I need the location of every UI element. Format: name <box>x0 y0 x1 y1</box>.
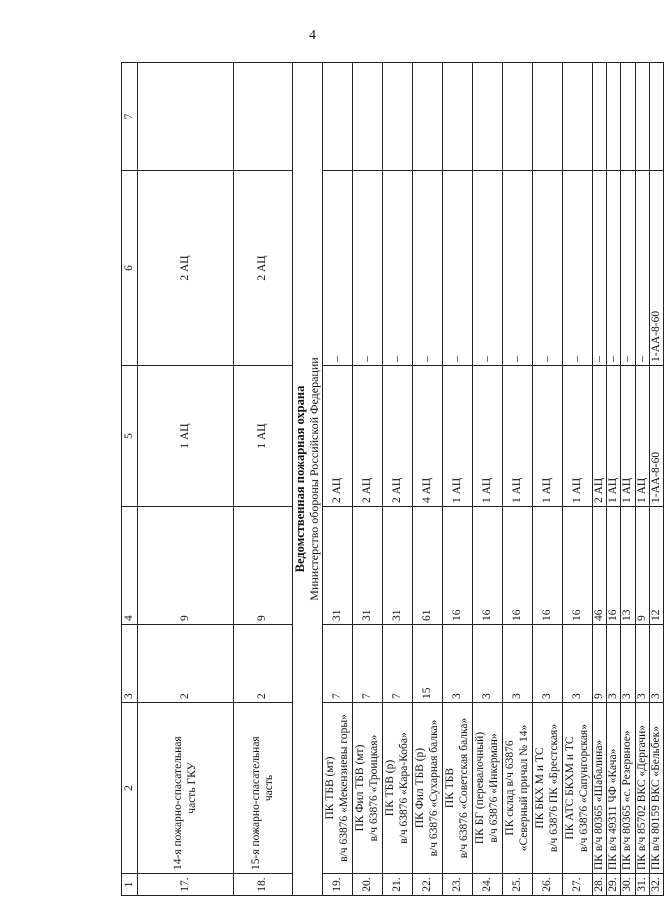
table-row-27 <box>563 63 593 896</box>
row-number: 19. <box>323 874 353 896</box>
row-number: 23. <box>443 874 473 896</box>
cell-col-7 <box>413 63 443 171</box>
unit-name-line-1: ПК АТС БКХМ и ТС <box>564 736 577 840</box>
unit-name <box>443 703 473 874</box>
cell-col-7 <box>234 63 293 171</box>
unit-name-line-2: в/ч 63876 «Советская балка» <box>457 717 470 859</box>
cell-col-7 <box>353 63 383 171</box>
unit-name: ПК в/ч 49311 ЧФ «Кача» <box>607 703 621 874</box>
cell-col-4: 16 <box>607 507 621 625</box>
cell-col-4: 16 <box>533 507 563 625</box>
data-table <box>121 62 664 896</box>
cell-col-5: 2 АЦ <box>353 366 383 507</box>
row-number: 24. <box>473 874 503 896</box>
unit-name-line-1: 14-я пожарно-спасательная <box>172 736 185 870</box>
cell-col-6: – <box>635 171 649 366</box>
cell-col-3: 7 <box>323 625 353 703</box>
unit-name-line-1: ПК Фил ТБВ (мт) <box>354 744 367 832</box>
cell-col-3: 9 <box>593 625 607 703</box>
row-number: 29. <box>607 874 621 896</box>
header-col-7: 7 <box>122 63 138 171</box>
unit-name-line-2: в/ч 63876 «Сухарная балка» <box>427 719 440 857</box>
unit-name-line-2: часть <box>263 774 275 802</box>
row-number: 30. <box>621 874 635 896</box>
cell-col-7 <box>563 63 593 171</box>
cell-col-6: – <box>563 171 593 366</box>
cell-col-5: 1 АЦ <box>234 366 293 507</box>
header-col-6: 6 <box>122 171 138 366</box>
cell-col-4: 31 <box>323 507 353 625</box>
cell-col-5: 1 АЦ <box>621 366 635 507</box>
cell-col-6: – <box>473 171 503 366</box>
cell-col-5: 1 АЦ <box>563 366 593 507</box>
cell-col-6: – <box>607 171 621 366</box>
row-number: 20. <box>353 874 383 896</box>
cell-col-6: – <box>413 171 443 366</box>
cell-col-3: 7 <box>383 625 413 703</box>
header-col-4: 4 <box>122 507 138 625</box>
row-number: 32. <box>649 874 663 896</box>
section-subtitle: Министерство обороны Российской Федерации <box>306 357 321 601</box>
cell-col-7 <box>443 63 473 171</box>
cell-col-4: 61 <box>413 507 443 625</box>
table-row-28 <box>593 63 607 896</box>
unit-name-line-1: ПК БГ (перевалочный) <box>474 731 487 845</box>
row-number: 28. <box>593 874 607 896</box>
cell-col-6: – <box>503 171 533 366</box>
cell-col-3: 3 <box>607 625 621 703</box>
unit-name-line-1: ПК БКХ М и ТС <box>534 747 547 829</box>
unit-name <box>563 703 593 874</box>
table-row-22 <box>413 63 443 896</box>
cell-col-5: 1 АЦ <box>533 366 563 507</box>
cell-col-4: 9 <box>138 507 234 625</box>
row-number: 22. <box>413 874 443 896</box>
table-row-30 <box>621 63 635 896</box>
row-number: 21. <box>383 874 413 896</box>
cell-col-5: 1 АЦ <box>473 366 503 507</box>
cell-col-6: – <box>593 171 607 366</box>
cell-col-3: 2 <box>138 625 234 703</box>
cell-col-3: 3 <box>503 625 533 703</box>
unit-name-line-2: «Северный причал № 14» <box>517 724 530 852</box>
unit-name: ПК в/ч 80365 «с. Резервное» <box>621 703 635 874</box>
cell-col-5: 1-АА-8-60 <box>649 366 663 507</box>
table-row-31 <box>635 63 649 896</box>
header-col-2: 2 <box>122 703 138 874</box>
cell-col-4: 9 <box>635 507 649 625</box>
unit-name-line-1: 15-я пожарно-спасательная <box>249 736 262 870</box>
table-row-19 <box>323 63 353 896</box>
table-row-24 <box>473 63 503 896</box>
cell-col-3: 3 <box>621 625 635 703</box>
cell-col-4: 16 <box>473 507 503 625</box>
cell-col-3: 15 <box>413 625 443 703</box>
row-number: 26. <box>533 874 563 896</box>
cell-col-7 <box>607 63 621 171</box>
cell-col-6: 2 АЦ <box>138 171 234 366</box>
row-number: 31. <box>635 874 649 896</box>
cell-col-5: 1 АЦ <box>443 366 473 507</box>
cell-col-4: 31 <box>353 507 383 625</box>
unit-name <box>503 703 533 874</box>
unit-name-line-2: в/ч 63876 ПК «Брестская» <box>547 723 560 853</box>
unit-name-line-2: в/ч 63876 «Сапунгорская» <box>577 724 590 852</box>
cell-col-6: – <box>353 171 383 366</box>
table-row-23 <box>443 63 473 896</box>
header-col-3: 3 <box>122 625 138 703</box>
unit-name-line-2: часть ГКУ <box>185 762 198 814</box>
cell-col-5: 2 АЦ <box>323 366 353 507</box>
unit-name: ПК в/ч 80159 ВКС «Бельбек» <box>649 703 663 874</box>
cell-col-6: – <box>323 171 353 366</box>
unit-name <box>383 703 413 874</box>
cell-col-7 <box>635 63 649 171</box>
unit-name-line-2: в/ч 63876 «Инкерман» <box>487 733 500 843</box>
section-header-row <box>293 63 323 896</box>
section-header <box>293 63 323 896</box>
unit-name <box>533 703 563 874</box>
cell-col-7 <box>323 63 353 171</box>
cell-col-7 <box>621 63 635 171</box>
cell-col-6: – <box>621 171 635 366</box>
cell-col-5: 1 АЦ <box>607 366 621 507</box>
row-number: 17. <box>138 874 234 896</box>
table-row-32 <box>649 63 663 896</box>
unit-name <box>473 703 503 874</box>
cell-col-7 <box>649 63 663 171</box>
cell-col-7 <box>138 63 234 171</box>
cell-col-5: 1 АЦ <box>503 366 533 507</box>
unit-name-line-2: в/ч 63876 «Мекензиевы горы» <box>337 714 350 862</box>
cell-col-5: 1 АЦ <box>138 366 234 507</box>
unit-name: ПК в/ч 80365 «Шабалина» <box>593 703 607 874</box>
cell-col-7 <box>593 63 607 171</box>
cell-col-4: 46 <box>593 507 607 625</box>
unit-name-line-1: ПК ТБВ (р) <box>384 759 397 817</box>
cell-col-5: 2 АЦ <box>383 366 413 507</box>
unit-name <box>138 703 234 874</box>
unit-name: ПК в/ч 85702 ВКС «Дергачи» <box>635 703 649 874</box>
cell-col-4: 13 <box>621 507 635 625</box>
unit-name <box>353 703 383 874</box>
cell-col-3: 7 <box>353 625 383 703</box>
unit-name <box>323 703 353 874</box>
header-row <box>122 63 138 896</box>
cell-col-7 <box>533 63 563 171</box>
row-number: 18. <box>234 874 293 896</box>
cell-col-5: 1 АЦ <box>635 366 649 507</box>
rotated-table-container <box>121 63 662 896</box>
unit-name-line-1: ПК ТБВ <box>444 767 457 809</box>
table-row-21 <box>383 63 413 896</box>
cell-col-3: 3 <box>473 625 503 703</box>
cell-col-5: 4 АЦ <box>413 366 443 507</box>
cell-col-5: 2 АЦ <box>593 366 607 507</box>
header-col-5: 5 <box>122 366 138 507</box>
unit-name-line-1: ПК склад в/ч 63876 <box>504 740 517 836</box>
page-number: 4 <box>309 28 316 43</box>
cell-col-7 <box>383 63 413 171</box>
row-number: 27. <box>563 874 593 896</box>
cell-col-6: 1-АА-8-60 <box>649 171 663 366</box>
cell-col-7 <box>473 63 503 171</box>
cell-col-6: – <box>383 171 413 366</box>
unit-name-line-2: в/ч 63876 «Троицкая» <box>367 734 380 842</box>
unit-name-line-1: ПК ТБВ (мт) <box>324 756 337 820</box>
header-col-1: 1 <box>122 874 138 896</box>
cell-col-4: 12 <box>649 507 663 625</box>
cell-col-4: 16 <box>503 507 533 625</box>
unit-name-line-2: в/ч 63876 «Кара-Коба» <box>397 732 410 844</box>
cell-col-4: 9 <box>234 507 293 625</box>
section-title: Ведомственная пожарная охрана <box>293 385 308 573</box>
table-row-20 <box>353 63 383 896</box>
cell-col-3: 3 <box>635 625 649 703</box>
row-number: 25. <box>503 874 533 896</box>
table-row-17 <box>138 63 234 896</box>
table-row-25 <box>503 63 533 896</box>
cell-col-6: – <box>533 171 563 366</box>
cell-col-3: 3 <box>563 625 593 703</box>
cell-col-3: 2 <box>234 625 293 703</box>
table-row-18 <box>234 63 293 896</box>
cell-col-3: 3 <box>649 625 663 703</box>
cell-col-4: 31 <box>383 507 413 625</box>
cell-col-4: 16 <box>443 507 473 625</box>
unit-name <box>234 703 293 874</box>
cell-col-4: 16 <box>563 507 593 625</box>
table-row-29 <box>607 63 621 896</box>
cell-col-3: 3 <box>443 625 473 703</box>
cell-col-3: 3 <box>533 625 563 703</box>
cell-col-6: – <box>443 171 473 366</box>
cell-col-7 <box>503 63 533 171</box>
unit-name <box>413 703 443 874</box>
table-row-26 <box>533 63 563 896</box>
unit-name-line-1: ПК Фил ТБВ (р) <box>414 747 427 829</box>
cell-col-6: 2 АЦ <box>234 171 293 366</box>
